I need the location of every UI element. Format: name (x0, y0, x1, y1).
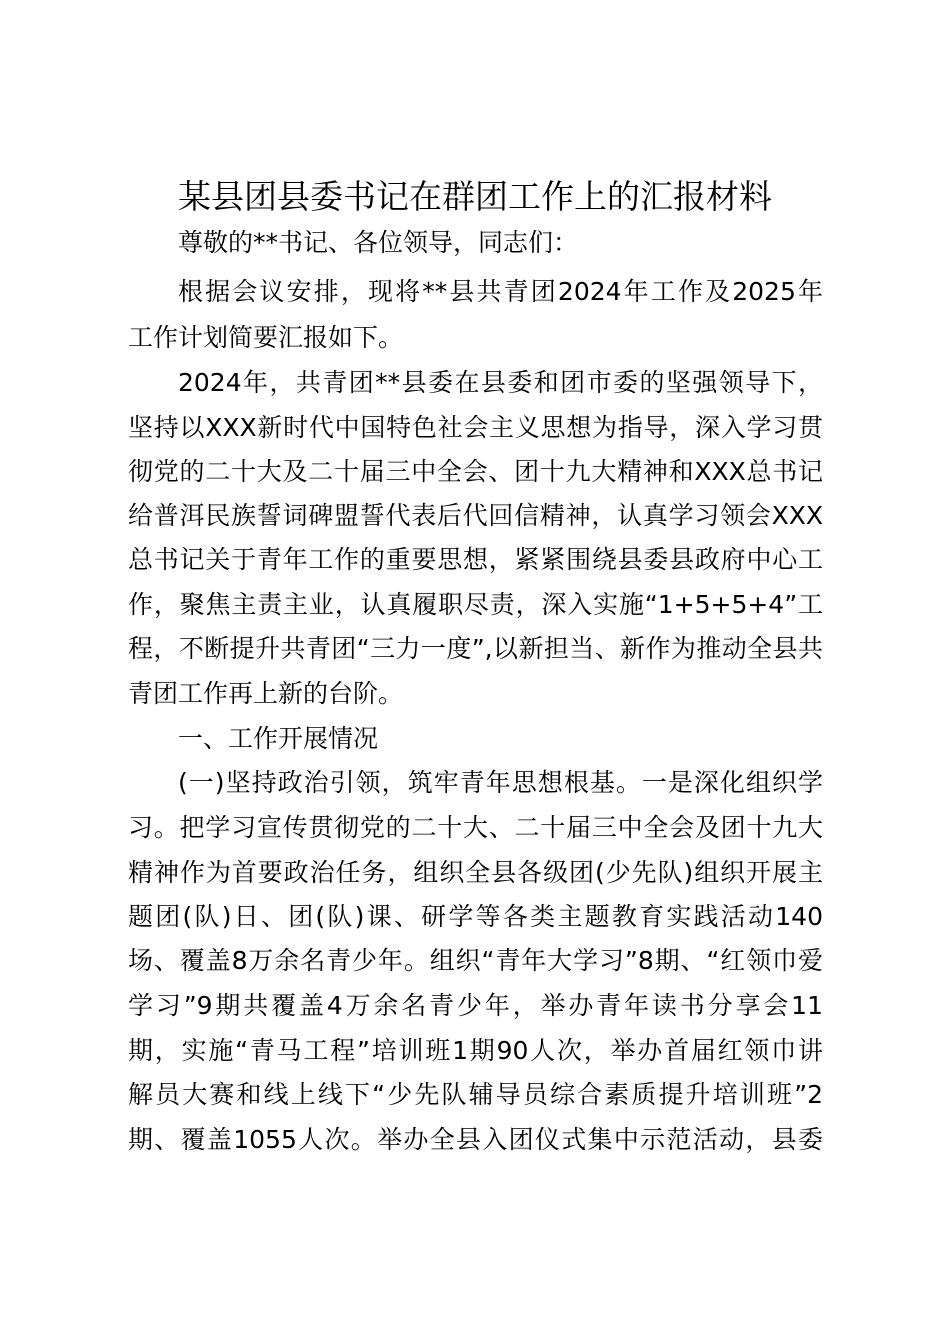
paragraph-line: 坚持以XXX新时代中国特色社会主义思想为指导，深入学习贯 (128, 413, 823, 442)
paragraph-line: 精神作为首要政治任务，组织全县各级团(少先队)组织开展主 (128, 858, 823, 887)
paragraph-line: 根据会议安排，现将**县共青团2024年工作及2025年 (178, 277, 823, 306)
paragraph-line: 彻党的二十大及二十届三中全会、团十九大精神和XXX总书记 (128, 457, 823, 486)
salutation: 尊敬的**书记、各位领导，同志们： (178, 228, 579, 257)
paragraph-line: 青团工作再上新的台阶。 (128, 679, 404, 708)
paragraph-line: 作，聚焦主责主业，认真履职尽责，深入实施“1+5+5+4”工 (128, 590, 823, 619)
paragraph-line: 学习”9期共覆盖4万余名青少年，举办青年读书分享会11 (128, 991, 823, 1020)
paragraph-line: 程，不断提升共青团“三力一度”,以新担当、新作为推动全县共 (128, 634, 823, 663)
paragraph-line: 场、覆盖8万余名青少年。组织“青年大学习”8期、“红领巾爱 (128, 946, 823, 975)
section-heading: 一、工作开展情况 (178, 724, 379, 753)
paragraph-line: 解员大赛和线上线下“少先队辅导员综合素质提升培训班”2 (128, 1080, 823, 1109)
paragraph-line: 工作计划简要汇报如下。 (128, 323, 404, 352)
paragraph-line: 给普洱民族誓词碑盟誓代表后代回信精神，认真学习领会XXX (128, 501, 823, 530)
paragraph-line: 期、覆盖1055人次。举办全县入团仪式集中示范活动，县委 (128, 1125, 823, 1154)
paragraph-line: 习。把学习宣传贯彻党的二十大、二十届三中全会及团十九大 (128, 813, 823, 842)
paragraph-line: (一)坚持政治引领，筑牢青年思想根基。一是深化组织学 (178, 768, 823, 797)
paragraph-line: 总书记关于青年工作的重要思想，紧紧围绕县委县政府中心工 (128, 545, 823, 574)
paragraph-line: 2024年，共青团**县委在县委和团市委的坚强领导下， (178, 368, 823, 397)
paragraph-line: 期，实施“青马工程”培训班1期90人次，举办首届红领巾讲 (128, 1036, 823, 1065)
document-title: 某县团县委书记在群团工作上的汇报材料 (178, 177, 772, 216)
paragraph-line: 题团(队)日、团(队)课、研学等各类主题教育实践活动140 (128, 902, 823, 931)
